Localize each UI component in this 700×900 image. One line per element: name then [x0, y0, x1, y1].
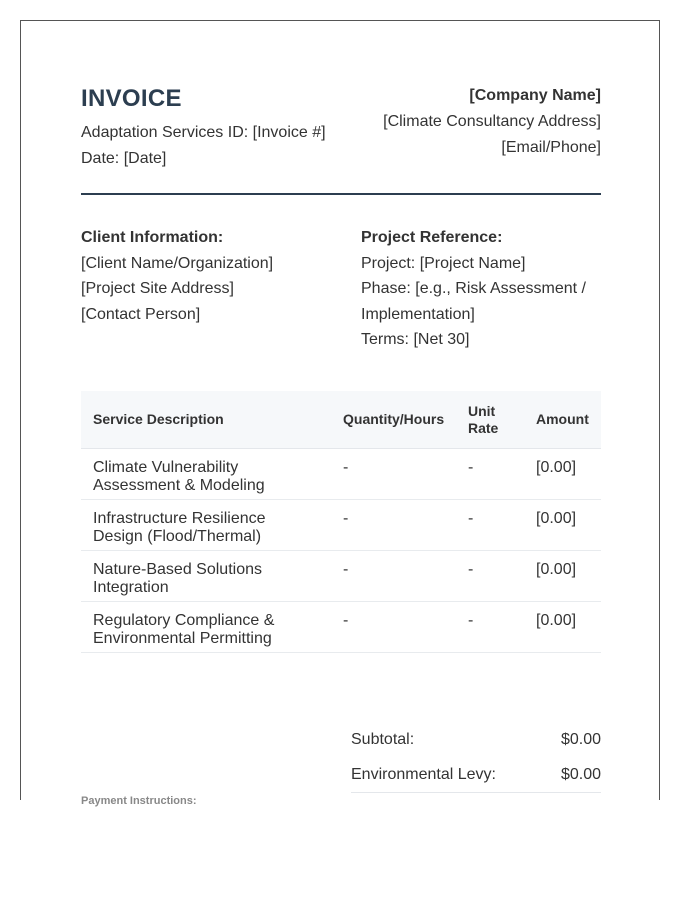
subtotal-label: Subtotal:	[351, 731, 415, 748]
service-rate: -	[456, 602, 524, 653]
levy-value: $0.00	[560, 766, 601, 783]
payment-instructions-label: Payment Instructions:	[81, 795, 197, 807]
table-row	[81, 449, 601, 500]
table-row	[81, 500, 601, 551]
service-description: Nature-Based Solutions Integration	[81, 551, 331, 602]
service-rate: -	[456, 449, 524, 500]
header-amount: Amount	[524, 391, 601, 449]
company-name: [Company Name]	[469, 87, 601, 104]
table-row	[81, 602, 601, 653]
invoice-content	[81, 21, 601, 807]
project-label: Project Reference:	[361, 229, 503, 246]
project-phase: Phase: [e.g., Risk Assessment / Implementation]	[361, 280, 586, 323]
service-quantity: -	[331, 500, 456, 551]
client-site-address: [Project Site Address]	[81, 280, 234, 297]
company-block	[383, 83, 601, 161]
invoice-title: INVOICE	[81, 85, 182, 112]
service-description: Regulatory Compliance & Environmental Permitting	[81, 602, 331, 653]
service-description: Infrastructure Resilience Design (Flood/Thermal)	[81, 500, 331, 551]
totals-block	[351, 731, 601, 801]
project-reference	[361, 225, 601, 353]
header-service-description: Service Description	[81, 391, 331, 449]
service-amount: [0.00]	[524, 500, 601, 551]
invoice-page	[20, 20, 660, 807]
header-quantity-hours: Quantity/Hours	[331, 391, 456, 449]
client-label: Client Information:	[81, 229, 224, 246]
service-amount: [0.00]	[524, 551, 601, 602]
levy-label: Environmental Levy:	[351, 766, 496, 783]
project-name: Project: [Project Name]	[361, 254, 526, 272]
client-name: [Client Name/Organization]	[81, 254, 274, 272]
company-address: [Climate Consultancy Address]	[383, 113, 601, 130]
service-description: Climate Vulnerability Assessment & Modeling	[81, 449, 331, 500]
company-contact: [Email/Phone]	[501, 139, 601, 156]
header-unit-rate: Unit Rate	[456, 391, 524, 449]
service-rate: -	[456, 500, 524, 551]
invoice-header	[81, 21, 601, 195]
service-amount: [0.00]	[524, 602, 601, 653]
service-quantity: -	[331, 449, 456, 500]
levy-row	[351, 766, 601, 801]
subtotal-row	[351, 731, 601, 766]
client-information	[81, 225, 341, 327]
service-amount: [0.00]	[524, 449, 601, 500]
subtotal-value: $0.00	[560, 731, 601, 748]
services-table	[81, 391, 601, 653]
service-quantity: -	[331, 551, 456, 602]
service-quantity: -	[331, 602, 456, 653]
table-row	[81, 551, 601, 602]
project-terms: Terms: [Net 30]	[361, 331, 470, 348]
invoice-id: Adaptation Services ID: [Invoice #]	[81, 124, 326, 141]
service-rate: -	[456, 551, 524, 602]
table-header-row	[81, 391, 601, 449]
client-contact-person: [Contact Person]	[81, 305, 201, 323]
invoice-date: Date: [Date]	[81, 150, 167, 167]
totals-divider	[351, 792, 601, 793]
